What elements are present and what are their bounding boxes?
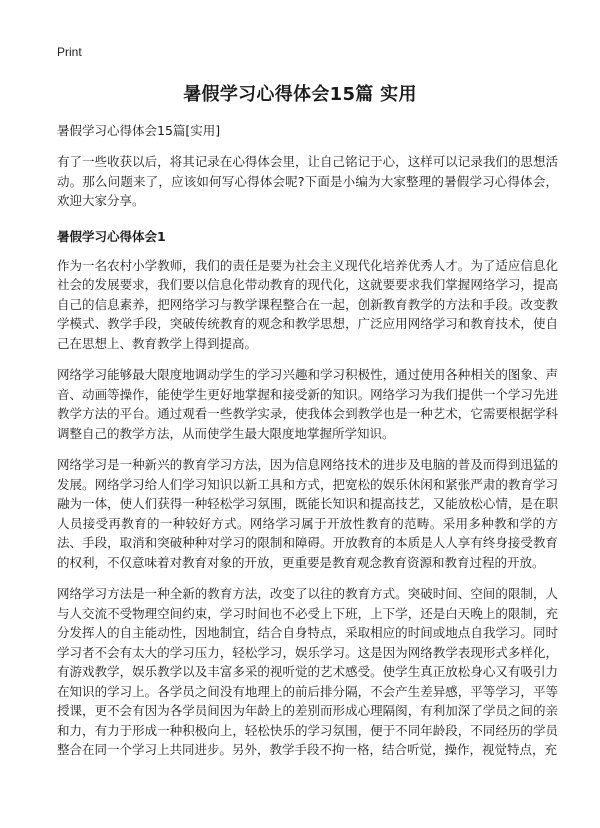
body-paragraph-3: 网络学习是一种新兴的教育学习方法，因为信息网络技术的进步及电脑的普及而得到迅猛的发展。网络学习给人们学习知识以新工具和方式，把宽松的娱乐休闲和紧张严肃的教育学习融为一体，使人们获得一种轻松学习氛围，既能长知识和提高技艺，又能放松心情，是在职人员接受再教育的一种较好方式。网络学习属于开放性教育的范畴。采用多种教和学的方法、手段，取消和突破种种对学习的限制和障碍。开放教育的本质是人人享有终身接受教育的权利，不仅意味着对教育对象的开放，更重要是教育观念教育资源和教育过程的开放。	[57, 457, 558, 570]
section-heading: 暑假学习心得体会1	[57, 228, 166, 244]
body-paragraph-2: 网络学习能够最大限度地调动学生的学习兴趣和学习积极性，通过使用各种相关的图象、声音、动画等操作，能使学生更好地掌握和接受新的知识。网络学习为我们提供一个学习先进教学方法的平台。通过观看一些教学实录，使我体会到教学也是一种艺术，它需要根据学科调整自己的教学方法，从而使学生最大限度地掌握所学知识。	[57, 367, 558, 441]
document-subtitle: 暑假学习心得体会15篇[实用]	[57, 123, 221, 138]
document-body	[57, 121, 558, 772]
page-title: 暑假学习心得体会15篇 实用	[183, 84, 417, 105]
intro-paragraph: 有了一些收获以后，将其记录在心得体会里，让自己铭记于心，这样可以记录我们的思想活动。那么问题来了，应该如何写心得体会呢?下面是小编为大家整理的暑假学习心得体会，欢迎大家分享。	[57, 154, 558, 208]
body-paragraph-1: 作为一名农村小学教师，我们的责任是要为社会主义现代化培养优秀人才。为了适应信息化社会的发展要求，我们要以信息化带动教育的现代化，这就要要求我们掌握网络学习，提高自己的信息素养，把网络学习与教学课程整合在一起，创新教育教学的方法和手段。改变教学模式、教学手段，突破传统教育的观念和教学思想，广泛应用网络学习和教育技术，使自己在思想上、教育教学上得到提高。	[57, 257, 558, 351]
print-link[interactable]: Print	[57, 45, 82, 59]
body-paragraph-4: 网络学习方法是一种全新的教育方法，改变了以往的教育方式。突破时间、空间的限制，人与人交流不受物理空间约束，学习时间也不必受上下班，上下学，还是白天晚上的限制，充分发挥人的自主能动性，因地制宜，结合自身特点，采取相应的时间或地点自我学习。同时学习者不会有太大的学习压力，轻松学习，娱乐学习。这是因为网络教学表现形式多样化，有游戏教学，娱乐教学以及丰富多采的视听觉的艺术感受。使学生真正放松身心又有吸引力在知识的学习上。各学员之间没有地理上的前后排分隔，不会产生差异感，平等学习，平等授课，更不会有因为各学员间因为年龄上的差别而形成心理隔阂，有利加深了学员之间的亲和力，有力于形成一种积极向上，轻松快乐的学习氛围，便于不同年龄段，不同经历的学员整合在同一个学习上共同进步。另外，教学手段不拘一格，结合听觉，操作，视觉特点，充	[57, 586, 558, 757]
